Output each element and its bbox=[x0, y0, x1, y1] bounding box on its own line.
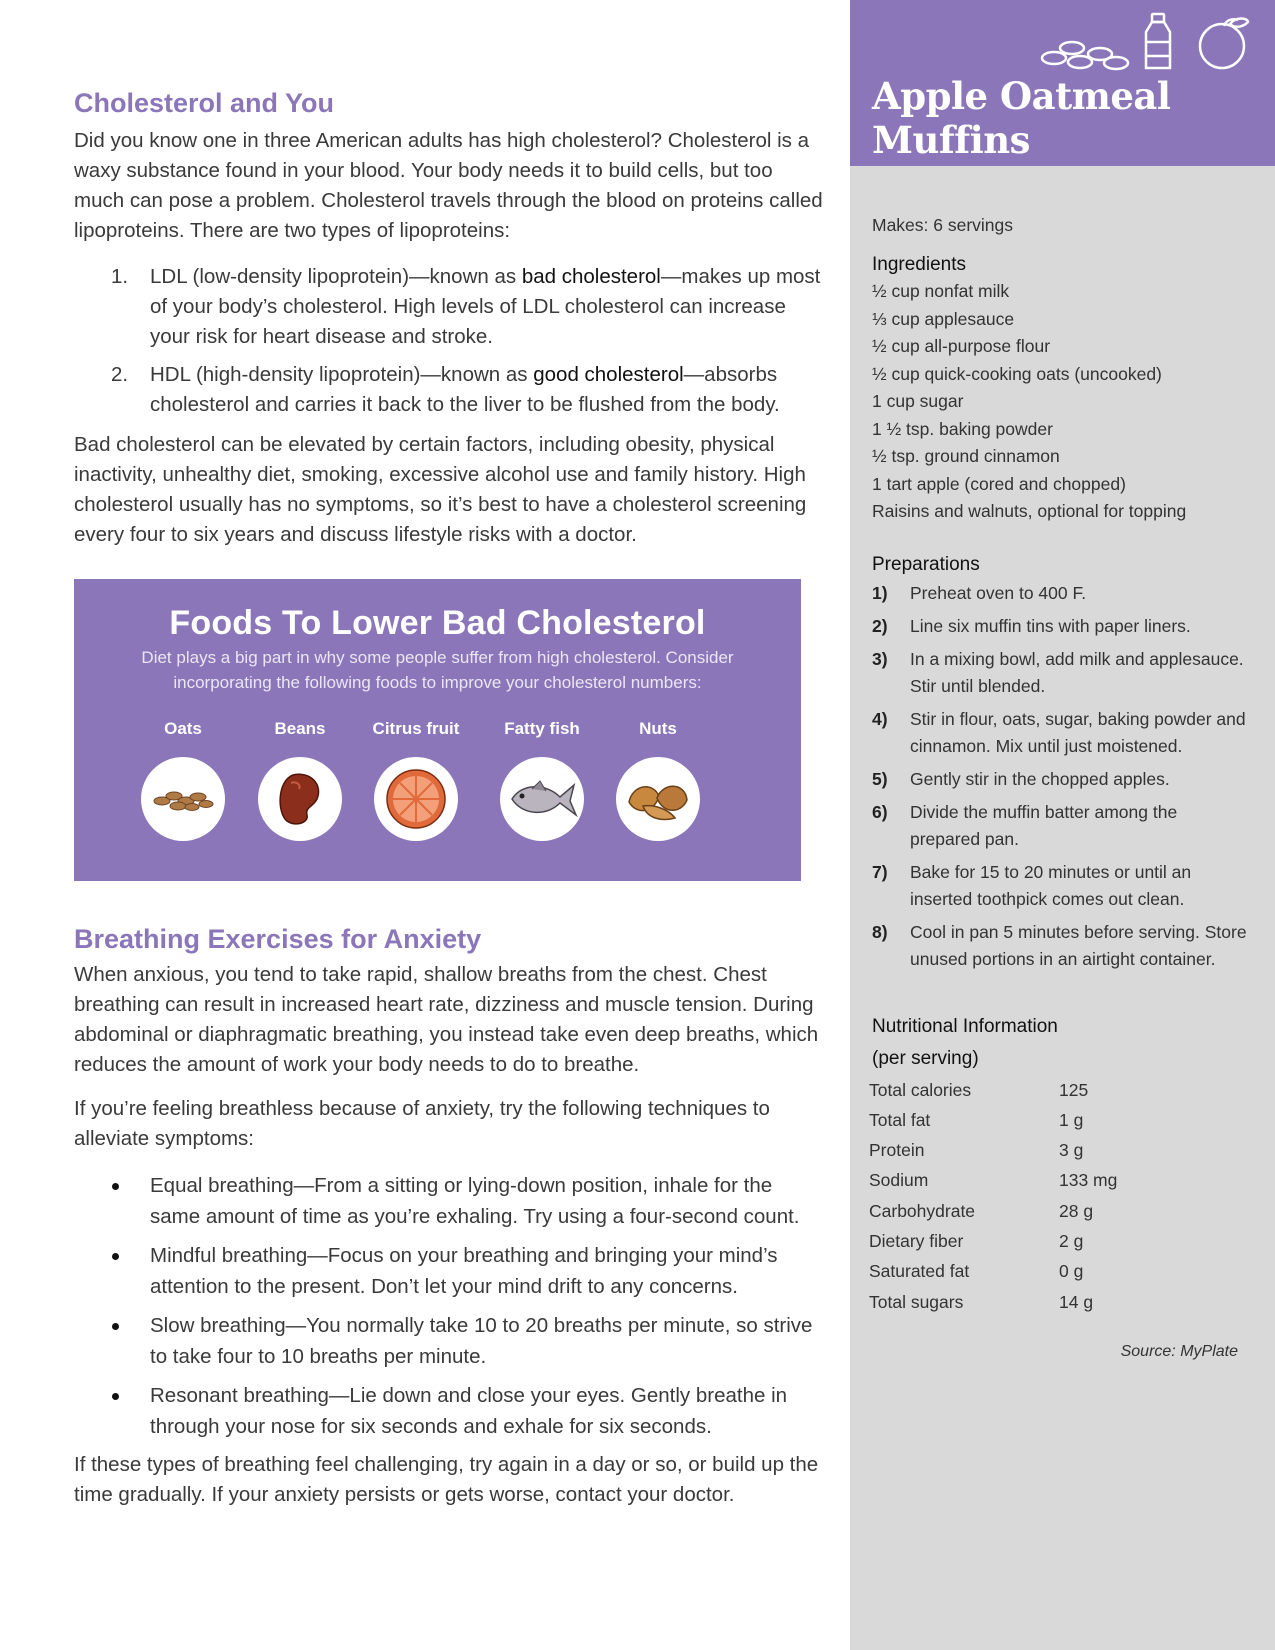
food-item-beans: Beans bbox=[240, 719, 360, 841]
table-row: Protein 3 g bbox=[869, 1140, 1084, 1161]
recipe-body bbox=[869, 212, 1252, 1361]
ingredients-heading: Ingredients bbox=[872, 254, 967, 275]
list-item: ½ cup nonfat milk bbox=[872, 281, 1010, 301]
good-cholesterol-term: good cholesterol bbox=[533, 363, 684, 386]
bullet-icon bbox=[112, 1183, 119, 1190]
table-row: Saturated fat 0 g bbox=[869, 1261, 1084, 1282]
list-item: Mindful breathing—Focus on your breathing and bringing your mind’s attention to the present. Don’t let your mind drift to any concerns. bbox=[74, 1240, 824, 1302]
table-row: Sodium 133 mg bbox=[869, 1170, 1118, 1191]
cholesterol-heading: Cholesterol and You bbox=[74, 88, 335, 118]
fish-icon bbox=[506, 777, 578, 821]
table-row: Total sugars 14 g bbox=[869, 1291, 1094, 1312]
table-row: Total calories 125 bbox=[869, 1079, 1089, 1100]
breathing-lead: If you’re feeling breathless because of anxiety, try the following techniques to alleviate symptoms: bbox=[74, 1097, 770, 1150]
list-item: 1 ½ tsp. baking powder bbox=[872, 418, 1053, 439]
list-item: 3) In a mixing bowl, add milk and applesauce. Stir until blended. bbox=[872, 648, 1244, 696]
list-item: 1. LDL (low-density lipoprotein)—known as bad cholesterol—makes up most of your body’s cholesterol. High levels of LDL cholesterol can increase your risk for heart disease and stroke. bbox=[111, 265, 821, 348]
bullet-icon bbox=[112, 1323, 119, 1330]
bullet-icon bbox=[112, 1253, 119, 1260]
list-item: Resonant breathing—Lie down and close your eyes. Gently breathe in through your nose for six seconds and exhale for six seconds. bbox=[74, 1380, 824, 1442]
oats-icon bbox=[148, 779, 218, 819]
food-item-nuts: Nuts bbox=[598, 719, 718, 841]
lipoprotein-list bbox=[74, 262, 824, 420]
breathing-section bbox=[74, 922, 824, 1510]
food-item-citrus: Citrus fruit bbox=[356, 719, 476, 841]
recipe-sidebar bbox=[850, 0, 1275, 1650]
apple-icon bbox=[1196, 14, 1252, 72]
citrus-icon bbox=[385, 768, 447, 830]
breathing-outro: If these types of breathing feel challenging, try again in a day or so, or build up the time gradually. If your anxiety persists or gets worse, contact your doctor. bbox=[74, 1453, 819, 1506]
list-item: Raisins and walnuts, optional for topping bbox=[872, 501, 1187, 521]
list-item: 8) Cool in pan 5 minutes before serving. Store unused portions in an airtight container. bbox=[872, 921, 1247, 969]
cholesterol-intro: Did you know one in three American adults has high cholesterol? Cholesterol is a waxy substance found in your blood. Your body needs it to build cells, but too much can pose a problem. Cholesterol travels through the blood on proteins called lipoproteins. There are two types of lipoproteins: bbox=[74, 129, 823, 242]
foods-subtitle: Diet plays a big part in why some people suffer from high cholesterol. Consider incorporating the following foods to improve your cholesterol numbers: bbox=[141, 648, 734, 692]
bean-icon bbox=[275, 771, 325, 827]
list-item: 6) Divide the muffin batter among the prepared pan. bbox=[872, 801, 1178, 849]
recipe-title: Apple Oatmeal Muffins bbox=[872, 74, 1171, 162]
recipe-source: Source: MyPlate bbox=[1120, 1342, 1238, 1360]
list-item: Slow breathing—You normally take 10 to 20 breaths per minute, so strive to take four to 10 breaths per minute. bbox=[74, 1310, 824, 1372]
bullet-icon bbox=[112, 1393, 119, 1400]
breathing-techniques-list bbox=[74, 1170, 824, 1442]
list-item: ½ cup all-purpose flour bbox=[872, 336, 1051, 356]
nuts-icon bbox=[625, 776, 691, 822]
nutrition-table bbox=[869, 1075, 1129, 1317]
breathing-intro: When anxious, you tend to take rapid, shallow breaths from the chest. Chest breathing can result in increased heart rate, dizziness and muscle tension. During abdominal or diaphragmatic breathing, you instead take even deep breaths, which reduces the amount of work your body needs to do to breathe. bbox=[74, 963, 819, 1076]
recipe-servings: Makes: 6 servings bbox=[872, 215, 1014, 235]
list-item: 7) Bake for 15 to 20 minutes or until an inserted toothpick comes out clean. bbox=[872, 861, 1192, 909]
table-row: Carbohydrate 28 g bbox=[869, 1200, 1094, 1221]
list-item: 2. HDL (high-density lipoprotein)—known as good cholesterol—absorbs cholesterol and carries it back to the liver to be flushed from the body. bbox=[111, 363, 780, 416]
breathing-heading: Breathing Exercises for Anxiety bbox=[74, 924, 482, 954]
food-item-fish: Fatty fish bbox=[482, 719, 602, 841]
bad-cholesterol-term: bad cholesterol bbox=[521, 265, 661, 288]
list-item: 1 tart apple (cored and chopped) bbox=[872, 473, 1126, 494]
list-item: ½ cup quick-cooking oats (uncooked) bbox=[872, 363, 1162, 384]
list-item: ½ tsp. ground cinnamon bbox=[872, 446, 1060, 466]
list-item: 1) Preheat oven to 400 F. bbox=[872, 582, 1087, 603]
list-item: 2) Line six muffin tins with paper liners. bbox=[872, 615, 1191, 636]
list-item: 4) Stir in flour, oats, sugar, baking powder and cinnamon. Mix until just moistened. bbox=[872, 708, 1246, 756]
foods-infographic bbox=[74, 579, 801, 881]
nutrition-heading: Nutritional Information bbox=[872, 1015, 1058, 1037]
milk-bottle-icon bbox=[1142, 12, 1174, 72]
preparations-heading: Preparations bbox=[872, 553, 980, 575]
list-item: Equal breathing—From a sitting or lying-down position, inhale for the same amount of time as you’re exhaling. Try using a four-second count. bbox=[74, 1170, 824, 1232]
food-item-oats: Oats bbox=[123, 719, 243, 841]
preparations-list bbox=[872, 580, 1252, 973]
oats-outline-icon bbox=[1038, 36, 1134, 72]
nutrition-subheading: (per serving) bbox=[872, 1047, 979, 1069]
cholesterol-outro: Bad cholesterol can be elevated by certain factors, including obesity, physical inactivity, unhealthy diet, smoking, excessive alcohol use and family history. High cholesterol usually has no symptoms, so it’s best to have a cholesterol screening every four to six years and discuss lifestyle risks with a doctor. bbox=[74, 433, 807, 546]
table-row: Dietary fiber 2 g bbox=[869, 1230, 1084, 1251]
main-column bbox=[74, 86, 824, 550]
list-item: 1 cup sugar bbox=[872, 391, 964, 411]
table-row: Total fat 1 g bbox=[869, 1109, 1084, 1130]
recipe-header bbox=[850, 0, 1275, 166]
list-item: 5) Gently stir in the chopped apples. bbox=[872, 768, 1170, 789]
ingredients-list bbox=[872, 278, 1252, 526]
foods-title: Foods To Lower Bad Cholesterol bbox=[169, 604, 706, 642]
list-item: ⅓ cup applesauce bbox=[872, 308, 1015, 329]
